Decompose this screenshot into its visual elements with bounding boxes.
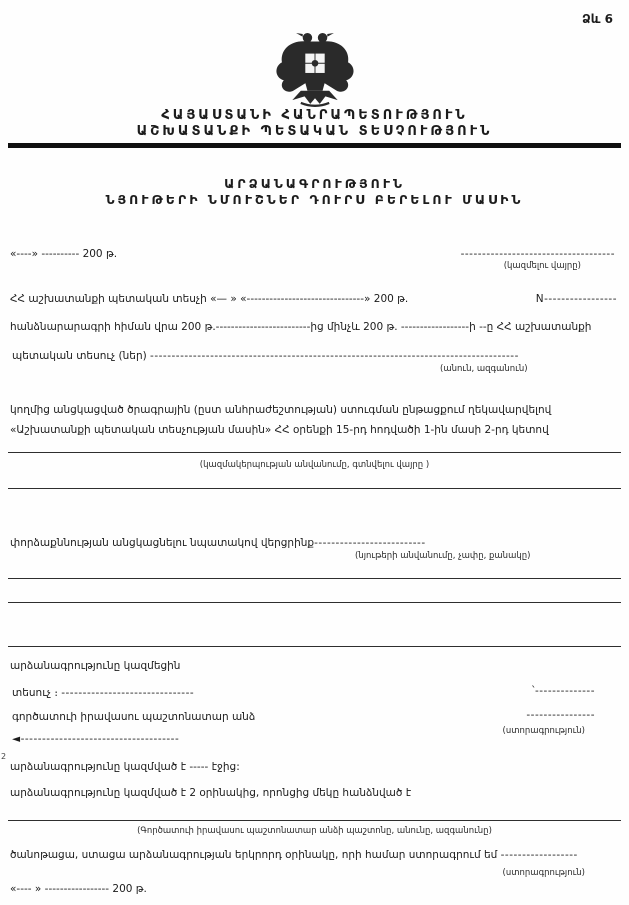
margin-mark: 2: [1, 752, 7, 761]
paragraph-legal-basis: կողմից անցկացված ծրագրային (ըստ անհրաժեշտության) ստուգման ընթացքում ղեկավարվելով «Աշխատանքի պետական տեսչության մասին» ՀՀ օրենքի 15-րդ հոդվածի 1-ին մասի 2-րդ կետով: [10, 404, 552, 437]
employer-signature-caption: (ստորագրություն): [502, 726, 585, 736]
organization-caption: (կազմակերպության անվանումը, գտնվելու վայրը ): [199, 460, 430, 470]
employer-label: գործատուի իրավասու պաշտոնատար անձ: [12, 711, 256, 723]
compose-place-caption: (կազմելու վայրը): [503, 261, 581, 271]
header-inspectorate: ԱՇԽԱՏԱՆՔԻ ՊԵՏԱԿԱՆ ՏԵՍՉՈՒԹՅՈՒՆ: [136, 124, 493, 139]
coat-of-arms-icon: [263, 28, 367, 112]
pages-count-line: արձանագրությունը կազմված է ----- էջից:: [10, 761, 240, 773]
inspector-name-caption: (անուն, ազգանուն): [440, 364, 528, 374]
inspector-label: տեսուչ ։: [12, 687, 58, 699]
blank-line: [8, 820, 621, 821]
form-number: Ձև 6: [581, 12, 613, 26]
samples-caption: (նյութերի անվանումը, չափը, քանակը): [355, 551, 531, 561]
thick-divider: [8, 143, 621, 148]
inspector-name-fill-line: --------------------------------------------------------------------------------------: [150, 350, 519, 362]
compose-date: «----» ---------- 200 թ.: [10, 248, 118, 260]
employer-signature-line: ----------------: [526, 709, 595, 721]
assignment-text: ՀՀ աշխատանքի պետական տեսչի «— » «-------------------------------» 200 թ.: [10, 293, 409, 305]
composed-by-heading: արձանագրությունը կազմեցին: [10, 660, 181, 672]
inspector-name-label: պետական տեսուչ (ներ): [12, 350, 147, 362]
doc-title-line1: ԱՐՁԱՆԱԳՐՈՒԹՅՈՒՆ: [224, 176, 405, 191]
doc-title-line2: ՆՅՈՒԹԵՐԻ ՆՄՈՒՇՆԵՐ ԴՈՒՐՍ ԲԵՐԵԼՈՒ ՄԱՍԻՆ: [105, 192, 524, 207]
inspector-signature-line: ՝--------------: [531, 685, 595, 697]
samples-row: [10, 536, 617, 550]
inspector-name-row: [12, 349, 617, 363]
compose-place-line: ------------------------------------: [460, 248, 615, 260]
acknowledgement-signature-caption: (ստորագրություն): [502, 868, 585, 878]
official-caption: (Գործատուի իրավասու պաշտոնատար անձի պաշտոնը, անունը, ազգանունը): [137, 826, 492, 836]
blank-line: [8, 578, 621, 579]
blank-line: [8, 602, 621, 603]
samples-fill-line: --------------------------: [314, 537, 426, 549]
inspector-fill-line: -------------------------------: [61, 687, 195, 699]
final-date: «---- » ----------------- 200 թ.: [10, 883, 147, 895]
acknowledgement-fill-line: ------------------: [500, 849, 578, 861]
paragraph-assignment: [10, 292, 617, 306]
blank-line: [8, 488, 621, 489]
arrow-left-icon: ◄-------------------------------------: [12, 733, 180, 745]
blank-line: [8, 646, 621, 647]
acknowledgement-text: ծանոթացա, ստացա արձանագրության երկրորդ օրինակը, որի համար ստորագրում եմ: [10, 849, 498, 861]
inspector-sign-row: [12, 686, 194, 700]
assignment-number-line: N-----------------: [535, 293, 617, 305]
header-country: ՀԱՅԱՍՏԱՆԻ ՀԱՆՐԱՊԵՏՈՒԹՅՈՒՆ: [161, 108, 468, 123]
copies-line: արձանագրությունը կազմված է 2 օրինակից, որոնցից մեկը հանձնված է: [10, 787, 412, 799]
acknowledgement-row: [10, 848, 617, 862]
blank-line: [8, 452, 621, 453]
samples-label: փորձաքննության անցկացնելու նպատակով վերցրինք: [10, 537, 315, 549]
paragraph-period: հանձնարարագրի հիման վրա 200 թ.-------------------------ից մինչև 200 թ. ------------------ի --ը ՀՀ աշխատանքի: [10, 321, 592, 333]
